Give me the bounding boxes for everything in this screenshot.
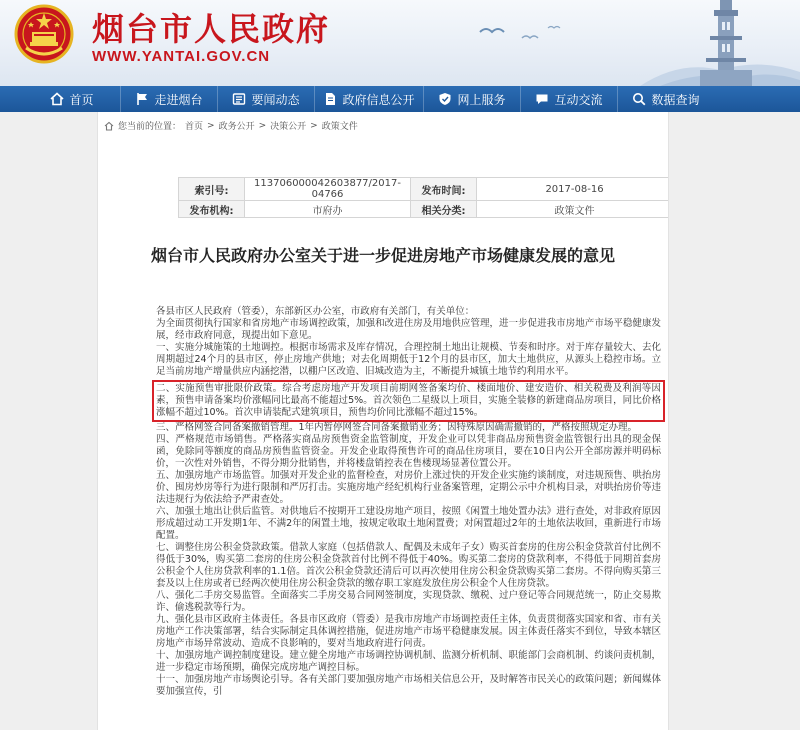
national-emblem-icon [14, 4, 74, 64]
breadcrumb-home[interactable]: 首页 [185, 122, 204, 132]
site-title[interactable]: 烟台市人民政府 [92, 10, 331, 48]
body-paragraph: 七、调整住房公积金贷款政策。借款人家庭（包括借款人、配偶及未成年子女）购买首套房的住房公积金贷款首付比例不得低于30%，购买第二套房的住房公积金贷款首付比例不得低于40%。购买第二套房的贷款利率，不得低于同期首套房公积金个人住房贷款利率的1.1倍。首次公积金贷款还清后可以再次使用住房公积金贷款购买第二套房。不得向购买第三套及以上住房或者已经两次使用住房公积金贷款的缴存职工家庭发放住房公积金个人住房贷款。 [156, 542, 661, 589]
lighthouse-landmark-icon [640, 0, 800, 86]
nav-about-label: 走进烟台 [154, 92, 203, 107]
shield-icon [438, 92, 452, 106]
location-icon [104, 121, 114, 131]
nav-online-service[interactable] [424, 86, 520, 112]
nav-interaction-label: 互动交流 [554, 92, 603, 107]
body-paragraph: 为全面贯彻执行国家和省房地产市场调控政策，加强和改进住房及用地供应管理，进一步促进我市房地产市场平稳健康发展，经市政府同意，现提出如下意见。 [156, 318, 661, 341]
nav-about[interactable] [121, 86, 217, 112]
document-title: 烟台市人民政府办公室关于进一步促进房地产市场健康发展的意见 [150, 246, 615, 265]
nav-data-query[interactable] [618, 86, 714, 112]
body-paragraph: 十一、加强房地产市场舆论引导。各有关部门要加强房地产市场相关信息公开，及时解答市民关心的政策问题；新闻媒体要加强宣传，引 [156, 674, 661, 697]
chat-icon [535, 92, 549, 106]
flag-icon [135, 92, 149, 106]
breadcrumb [104, 119, 358, 132]
date-label: 发布时间: [411, 178, 477, 201]
site-header [0, 0, 800, 86]
search-icon [632, 92, 646, 106]
org-label: 发布机构: [179, 201, 245, 218]
breadcrumb-prefix: 您当前的位置： [118, 122, 182, 132]
category-value: 政策文件 [477, 201, 670, 218]
nav-home[interactable] [24, 86, 120, 112]
body-paragraph: 九、强化县市区政府主体责任。各县市区政府（管委）是我市房地产市场调控责任主体，负责贯彻落实国家和省、市有关房地产工作决策部署，结合实际制定具体调控措施，促进房地产市场平稳健康发展。因主体责任落实不到位，导致本辖区房地产市场异常波动、造成不良影响的，要对当地政府进行问责。 [156, 614, 661, 649]
nav-news[interactable] [218, 86, 314, 112]
breadcrumb-separator: > [310, 120, 318, 131]
main-nav [0, 86, 800, 112]
highlighted-paragraph: 二、实施预售审批限价政策。综合考虑房地产开发项目前期网签备案均价、楼面地价、建安造价、相关税费及利润等因素，预售申请备案均价涨幅同比最高不能超过5%。首次领色二星级以上项目，实施全装修的新建商品房项目，同比价格涨幅不超过10%。首次申请装配式建筑项目，预售均价同比涨幅不超过15%。 [152, 380, 665, 422]
nav-interaction[interactable] [521, 86, 617, 112]
date-value: 2017-08-16 [477, 178, 670, 201]
body-paragraph: 三、严格网签合同备案撤销管理。1年内暂停网签合同备案撤销业务；因特殊原因确需撤销的，严格按照规定办理。 [156, 422, 638, 433]
nav-data-query-label: 数据查询 [651, 92, 700, 107]
breadcrumb-gov-affairs[interactable]: 政务公开 [218, 122, 255, 132]
home-icon [50, 92, 64, 106]
news-icon [232, 92, 246, 106]
body-paragraph: 十、加强房地产调控制度建设。建立健全房地产市场调控协调机制、监测分析机制、职能部门会商机制、约谈问责机制，进一步稳定市场预期，确保完成房地产调控目标。 [156, 650, 661, 673]
nav-news-label: 要闻动态 [251, 92, 300, 107]
body-paragraph: 五、加强房地产市场监管。加强对开发企业的监督检查，对房价上涨过快的开发企业实施约谈制度，对违规预售、哄抬房价、囤房炒房等行为进行限制和严厉打击。实施房地产经纪机构行业备案管理，定期公示中介机构目录，对哄抬房价等违法违规行为依法给予严肃查处。 [156, 470, 661, 505]
document-icon [323, 92, 337, 106]
site-url[interactable]: WWW.YANTAI.GOV.CN [92, 48, 271, 65]
breadcrumb-policy-docs[interactable]: 政策文件 [321, 122, 358, 132]
nav-gov-info[interactable] [315, 86, 423, 112]
nav-gov-info-label: 政府信息公开 [342, 92, 415, 107]
category-label: 相关分类: [411, 201, 477, 218]
content-card [97, 112, 669, 730]
nav-home-label: 首页 [69, 92, 94, 107]
body-paragraph: 一、实施分城施策的土地调控。根据市场需求及库存情况，合理控制土地出让规模、节奏和时序。对于库存量较大、去化周期超过24个月的县市区，停止房地产供地；对去化周期低于12个月的县市区，加大土地供应，从源头上稳控市场。立足当前房地产增量供应内涵挖潜，以棚户区改造、旧城改造为主，不断提升城镇土地节约利用水平。 [156, 342, 661, 377]
document-body [156, 306, 661, 698]
birds-decoration-icon [430, 18, 570, 58]
breadcrumb-separator: > [258, 120, 267, 131]
breadcrumb-decision[interactable]: 决策公开 [270, 122, 307, 132]
org-value: 市府办 [245, 201, 411, 218]
index-label: 索引号: [179, 178, 245, 201]
nav-online-service-label: 网上服务 [457, 92, 506, 107]
index-value: 113706000042603877/2017-04766 [245, 178, 411, 201]
body-paragraph: 八、强化二手房交易监管。全面落实二手房交易合同网签制度，实现贷款、缴税、过户登记等合同规范统一，防止交易欺诈、偷逃税款等行为。 [156, 590, 661, 613]
document-meta-table [178, 177, 669, 218]
body-paragraph: 各县市区人民政府（管委），东部新区办公室，市政府有关部门，有关单位： [156, 306, 475, 317]
body-paragraph: 六、加强土地出让供后监管。对供地后不按期开工建设房地产项目，按照《闲置土地处置办法》进行查处，对非政府原因形成超过动工开发期1年、不满2年的闲置土地，按规定收取土地闲置费；对闲置超过2年的土地依法收回，重新进行市场配置。 [156, 506, 661, 541]
body-paragraph: 四、严格规范市场销售。严格落实商品房预售资金监管制度，开发企业可以凭非商品房预售资金监管银行出具的现金保函，免除同等额度的商品房预售监管资金。开发企业取得预售许可的商品住房项目，要在10日内公开全部房源并明码标价，一次性对外销售，不得分期分批销售，并将楼盘销控表在售楼现场显著位置公开。 [156, 434, 661, 469]
breadcrumb-separator: > [207, 120, 215, 131]
